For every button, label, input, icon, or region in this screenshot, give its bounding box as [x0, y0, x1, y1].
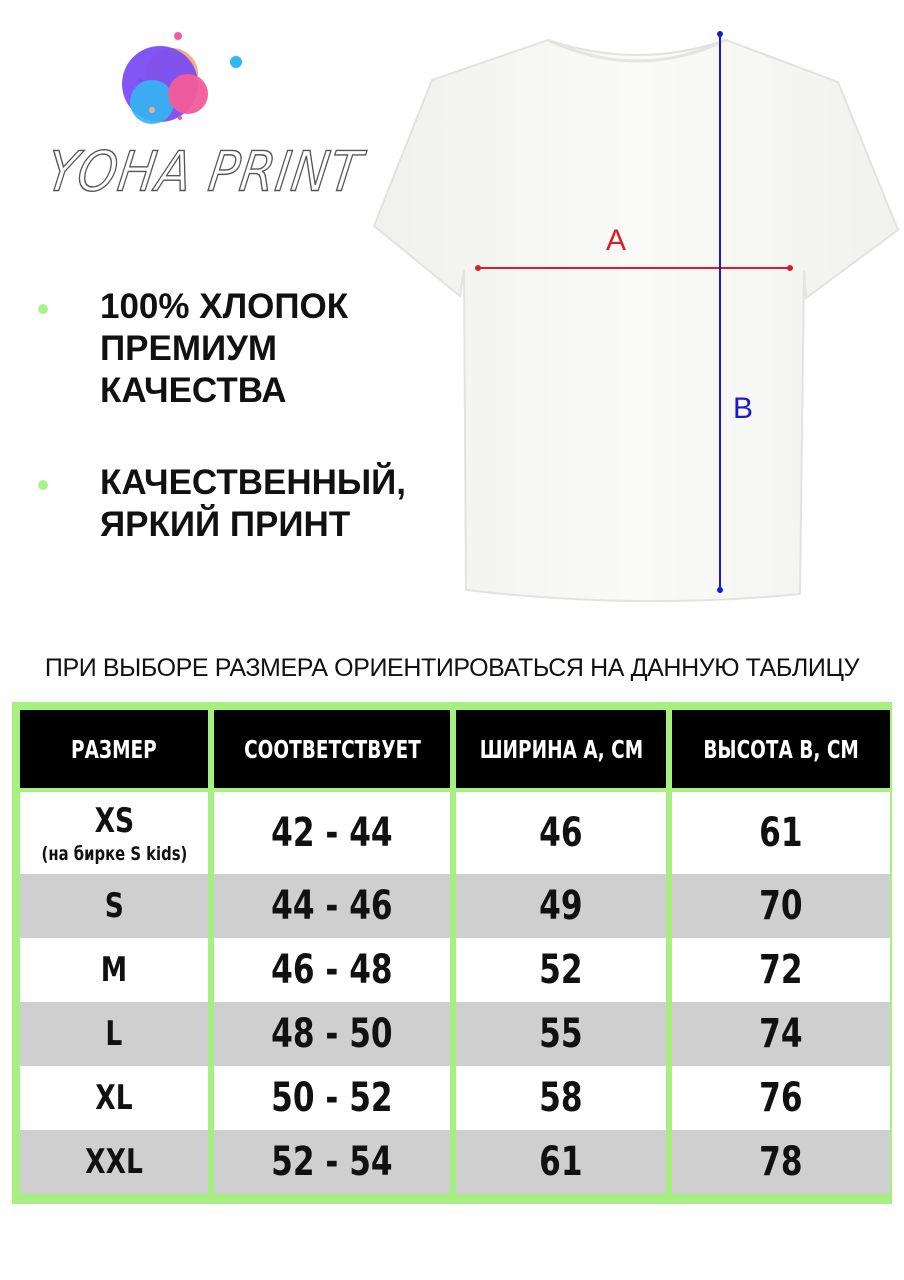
table-cell-corresponds: 46 - 48: [214, 938, 450, 1002]
table-cell-width: 46: [456, 792, 666, 874]
tshirt-icon: [368, 20, 904, 620]
table-cell-size: S: [20, 874, 208, 938]
measure-label-b: B: [733, 392, 754, 425]
table-cell-corresponds: 52 - 54: [214, 1130, 450, 1194]
table-cell-size: L: [20, 1002, 208, 1066]
size-instruction: ПРИ ВЫБОРЕ РАЗМЕРА ОРИЕНТИРОВАТЬСЯ НА ДАННУЮ ТАБЛИЦУ: [44, 654, 860, 682]
brand-name: YOHA PRINT: [43, 140, 367, 204]
table-cell-height: 74: [672, 1002, 890, 1066]
table-cell-height: 78: [672, 1130, 890, 1194]
table-cell-width: 52: [456, 938, 666, 1002]
table-cell-corresponds: 42 - 44: [214, 792, 450, 874]
table-cell-corresponds: 44 - 46: [214, 874, 450, 938]
bullet-icon: [38, 480, 48, 490]
size-note: (на бирке S kids): [41, 843, 187, 865]
table-cell-width: 58: [456, 1066, 666, 1130]
table-cell-height: 72: [672, 938, 890, 1002]
table-cell-width: 49: [456, 874, 666, 938]
table-cell-width: 61: [456, 1130, 666, 1194]
table-cell-corresponds: 48 - 50: [214, 1002, 450, 1066]
table-cell-size: XS (на бирке S kids): [20, 792, 208, 874]
table-header-height: ВЫСОТА В, СМ: [672, 710, 890, 792]
table-cell-size: XL: [20, 1066, 208, 1130]
bullet-icon: [38, 304, 48, 314]
table-cell-height: 61: [672, 792, 890, 874]
table-cell-size: XXL: [20, 1130, 208, 1194]
feature-text: 100% ХЛОПОК ПРЕМИУМ КАЧЕСТВА: [100, 287, 349, 410]
measure-label-a: A: [606, 224, 627, 257]
table-header-size: РАЗМЕР: [20, 710, 208, 792]
table-header-width: ШИРИНА А, СМ: [456, 710, 666, 792]
table-cell-height: 76: [672, 1066, 890, 1130]
size-table: [12, 702, 892, 1204]
table-cell-corresponds: 50 - 52: [214, 1066, 450, 1130]
table-cell-size: M: [20, 938, 208, 1002]
table-cell-height: 70: [672, 874, 890, 938]
table-header-corresponds: СООТВЕТСТВУЕТ: [214, 710, 450, 792]
table-cell-width: 55: [456, 1002, 666, 1066]
feature-text: КАЧЕСТВЕННЫЙ, ЯРКИЙ ПРИНТ: [100, 463, 407, 544]
